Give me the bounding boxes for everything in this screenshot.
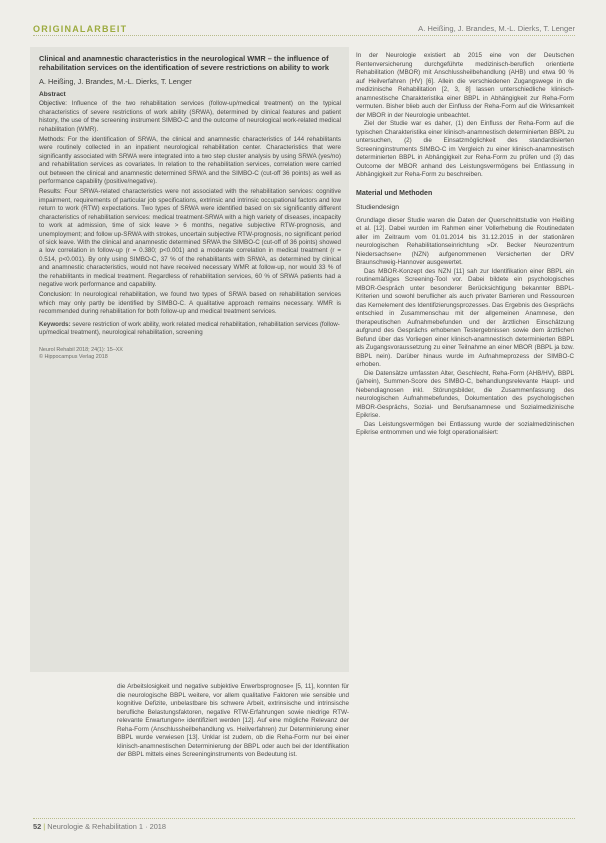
footer-separator: | bbox=[43, 822, 48, 831]
abstract-authors: A. Heißing, J. Brandes, M.-L. Dierks, T. Lenger bbox=[39, 77, 192, 87]
intro-paragraph-2: Ziel der Studie war es daher, (1) den Einfluss der Reha-Form auf die typischen Charakteristika einer klinisch-anamnestisch determinierten BBPL zu untersuchen, (2) die Einsatzmöglichkeit des standardisierten Screeninginstruments SIMBO-C im Vergleich zu einer klinisch-anamnestisch determinierten BBPL in Abhängigkeit zur Reha-Form zu prüfen und (3) das Outcome der MBOR anhand des Leistungsvermögens bei Entlassung in Abhängigkeit zur Reha-Form zu beschreiben. bbox=[356, 120, 574, 178]
keywords-text: severe restriction of work ability, work related medical rehabilitation, rehabilitation services (follow-up/medical treatment), neurological rehabilitation, screening bbox=[39, 320, 340, 336]
header-divider bbox=[33, 35, 575, 36]
keywords-label: Keywords: bbox=[39, 320, 71, 328]
methods-label: Methods: bbox=[39, 136, 65, 144]
methods-paragraph-4: Das Leistungsvermögen bei Entlassung wurde der sozialmedizinischen Epikrise entnommen und wie folgt operationalisiert: bbox=[356, 420, 574, 436]
page-number: 52 bbox=[33, 822, 42, 831]
abstract-keywords bbox=[39, 321, 341, 337]
objective-text: Influence of the two rehabilitation services (follow-up/medical treatment) on the typical characteristics of severe restrictions of work ability (SRWA), determined by clinical features and patient history, the use of the screening instrument SIMBO-C and the outcome of neurological work-related medical rehabilitation (WMR). bbox=[39, 100, 341, 133]
results-label: Results: bbox=[39, 188, 62, 196]
methods-text: For the identification of SRWA, the clinical and anamnestic characteristics of 144 rehabilitants were routinely collected in an inpatient neurological rehabilitation center. Characteristics that were significantly associated with SRWA were integrated into a two step cluster analysis by using SRWA (yes/no) and rehabilitation services as covariates. In relation to the rehabilitation services, correlation were carried out between the clinical and anamnestic determined SRWA and the SIMBO-C (cut-off 36 points) as well as performance capability (positive/negative). bbox=[39, 136, 341, 186]
conclusion-label: Conclusion: bbox=[39, 291, 72, 299]
abstract-heading: Abstract bbox=[39, 91, 66, 99]
footer-divider bbox=[33, 818, 575, 819]
journal-name: Neurologie & Rehabilitation 1 · 2018 bbox=[47, 822, 167, 831]
results-text: Four SRWA-related characteristics were not associated with the rehabilitation services: cognitive impairment, requirements of particular job specifications, extrinsic and intrinsic occupational factors and low return to work (RTW) expectations. Two types of SRWA were identified based on six significantly different characteristics of rehabilitation services: medical treatment-SRWA with a high variety of diseases, incapacity to work at admission, time of sick leave > 6 months, negative subjective RTW-prognosis, and unemployment; and follow up-SRWA with strokes, uncertain subjective RTW-prognosis, no significant period of sick leave. With the clinical and anamnestic determined SRWA the SIMBO-C (cut-off of 36 points) showed a low correlation in follow-up (r = 0.380; p<0.001) and a moderate correlation in medical treatment (r = 0.514, p<0.001). By only using SIMBO-C, 37 % of the rehabilitants with SRWA, as determined by clinical and anamnestic characteristics, would not have received necessary WMR at follow-up, nor would 33 % of the rehabilitants in medical treatment. Regardless of rehabilitation services, 60 % of SRWA patients had a negative work performance and capability. bbox=[39, 188, 341, 288]
abstract-title: Clinical and anamnestic characteristics in the neurological WMR – the influence of rehabilitation services on the identification of severe restrictions on ability to work bbox=[39, 54, 329, 73]
methods-paragraph-3: Die Datensätze umfassten Alter, Geschlecht, Reha-Form (AHB/HV), BBPL (ja/nein), Summen-Score des SIMBO-C, behandlungsrelevante Haupt- und Nebendiagnosen inkl. Störungsbilder, die Zusammenfassung des neurologischen Aufnahmebefundes, Dokumentation des psychologischen MBOR-Gesprächs, Sozial- und Berufsanamnese und Sozialmedizinische Epikrise. bbox=[356, 369, 574, 419]
right-column-body bbox=[356, 52, 574, 438]
section-heading-methods: Material und Methoden bbox=[356, 189, 433, 197]
page-footer bbox=[33, 822, 166, 831]
citation-block bbox=[39, 347, 341, 361]
left-column-body bbox=[117, 683, 349, 760]
abstract-conclusion bbox=[39, 291, 341, 316]
subheading-study-design: Studiendesign bbox=[356, 204, 400, 211]
abstract-methods bbox=[39, 136, 341, 186]
left-column-paragraph: die Arbeitslosigkeit und negative subjektive Erwerbsprognose« [5, 11], konnten für die neurologische BBPL weitere, vor allem qualitative Faktoren wie sensible und kognitive Defizite, unbelastbare bis schwere Arbeit, extrinsische und intrinsische berufliche Belastungsfaktoren, negative RTW-Erfahrungen sowie niedrige RTW-relevante Erwartungen« identifiziert werden [12]. Auf eine mögliche Relevanz der Reha-Form (Anschlussheilbehandlung vs. Heilverfahren) zur Determinierung einer BBPL wurde verwiesen [13]. Unklar ist zudem, ob die Reha-Form nur bei einer klinisch-anamnestischen Determinierung der BBPL oder auch bei der Identifikation der BBPL mittels eines Screeninginstruments von Bedeutung ist. bbox=[117, 683, 349, 758]
conclusion-text: In neurological rehabilitation, we found two types of SRWA based on rehabilitation services which may only partly be identified by SIMBO-C. A qualitative approach remains necessary. WMR is recommended during rehabilitation for both follow-up and medical treatment services. bbox=[39, 291, 341, 316]
objective-label: Objective: bbox=[39, 100, 67, 108]
section-label: ORIGINALARBEIT bbox=[33, 24, 128, 34]
copyright-line: © Hippocampus Verlag 2018 bbox=[39, 353, 108, 360]
running-authors: A. Heißing, J. Brandes, M.-L. Dierks, T. Lenger bbox=[418, 24, 575, 33]
abstract-objective bbox=[39, 100, 341, 134]
methods-paragraph-2: Das MBOR-Konzept des NZN [11] sah zur Identifikation einer BBPL ein routinemäßiges Screening-Tool vor. Dabei bildete ein psychologisches MBOR-Gespräch unter besonderer Berücksichtigung bekannter BBPL-Kriterien und sowohl beruflicher als auch privater Barrieren und Ressourcen das Kernelement des Identifizierungsprozesses. Das Ergebnis des Gesprächs entschied in Zusammenschau mit der allgemeinen Anamnese, den therapeutischen Aufnahmebefunden und der ärztlichen Einschätzung aufgrund des Gesprächs erhobenen Testergebnissen sowie dem ärztlichen Befund über das Vorliegen einer klinisch-anamnestisch determinierten BBPL als Zugangsvoraussetzung zu einer Teilnahme an einer MBOR (BBPL ja bzw. BBPL nein). Darüber hinaus wurde im Aufnahmeprozess der SIMBO-C erhoben. bbox=[356, 267, 574, 368]
citation-line: Neurol Rehabil 2018; 24(1): 15–XX bbox=[39, 346, 123, 353]
english-abstract-box bbox=[30, 47, 349, 672]
abstract-results bbox=[39, 188, 341, 289]
intro-paragraph-1: In der Neurologie existiert ab 2015 eine von der Deutschen Rentenversicherung durchgeführte medizinisch-beruflich orientierte Rehabilitation (MBOR) mit Anschlussheilbehandlung (AHB) und etwa 90 % auf Heilverfahren (HV) [6]. Allein die verschiedenen Zugangswege in die medizinische Rehabilitation [2, 3, 8] lassen unterschiedliche klinisch-anamnestische Charakteristika einer BBPL in Abhängigkeit zur Reha-Form vermuten. Bisher blieb auch der Einfluss der Reha-Form auf die Wirksamkeit der MBOR in der Neurologie unbeachtet. bbox=[356, 52, 574, 119]
methods-paragraph-1: Grundlage dieser Studie waren die Daten der Querschnittstudie von Heißing et al. [12]. Dabei wurden im Rahmen einer Vollerhebung die Routinedaten aller im Zeitraum vom 01.01.2014 bis 31.12.2015 in der stationären neurologischen Rehabilitationseinrichtung »Dr. Becker Neurozentrum Niedersachsen« (NZN) aufgenommenen Versicherten der DRV Braunschweig-Hannover ausgewertet. bbox=[356, 216, 574, 266]
